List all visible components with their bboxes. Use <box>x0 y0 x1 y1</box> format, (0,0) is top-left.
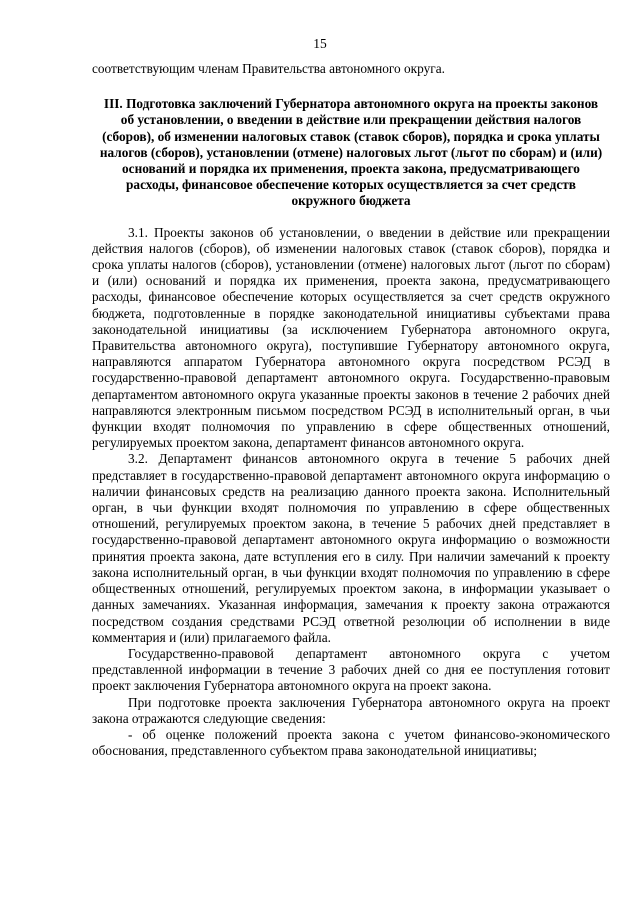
paragraph-legal-dept: Государственно-правовой департамент автономного округа с учетом представленной информации в течение 3 рабочих дней со дня ее поступления готовит проект заключения Губернатора автономного округа на проект закона. <box>92 645 610 694</box>
paragraph-3-1: 3.1. Проекты законов об установлении, о введении в действие или прекращении действия налогов (сборов), об изменении налоговых ставок (ставок сборов), порядка и срока уплаты налогов (сборов), установлении (отмене) налоговых льгот (льгот по сборам) и (или) оснований и порядка их применения, проекта закона, предусматривающего расходы, финансовое обеспечение которых осуществляется за счет средств окружного бюджета, подготовленные в порядке законодательной инициативы субъектами права законодательной инициативы (за исключением Губернатора автономного округа, Правительства автономного округа), поступившие Губернатору автономного округа, направляются аппаратом Губернатора автономного округа посредством РСЭД в государственно-правовой департамент автономного округа. Государственно-правовым департаментом автономного округа указанные проекты законов в течение 2 рабочих дней направляются электронным письмом посредством РСЭД в исполнительный орган, в чьи функции входят полномочия по управлению в сфере общественных отношений, регулируемых проектом закона, департамент финансов автономного округа. <box>92 224 610 451</box>
section-heading: III. Подготовка заключений Губернатора автономного округа на проекты законов об установлении, о введении в действие или прекращении действия налогов (сборов), об изменении налоговых ставок (ставок сборов), порядка и срока уплаты налогов (сборов), установлении (отмене) налоговых льгот (льгот по сборам) и (или) оснований и порядка их применения, проекта закона, предусматривающего расходы, финансовое обеспечение которых осуществляется за счет средств окружного бюджета <box>99 96 603 209</box>
list-item-assessment: - об оценке положений проекта закона с учетом финансово-экономического обоснования, представленного субъектом права законодательной инициативы; <box>92 726 610 759</box>
paragraph-3-2: 3.2. Департамент финансов автономного округа в течение 5 рабочих дней представляет в государственно-правовой департамент автономного округа информацию о наличии финансовых средств на реализацию данного проекта закона. Исполнительный орган, в чьи функции входят полномочия по управлению в сфере общественных отношений, регулируемых проектом закона, в течение 5 рабочих дней представляет в государственно-правовой департамент автономного округа информацию о возможности принятия проекта закона, дате вступления его в силу. При наличии замечаний к проекту закона исполнительный орган, в чьи функции входят полномочия по управлению в сфере общественных отношений, регулируемых проектом закона, в информации указывает о данных замечаниях. Указанная информация, замечания к проекту закона отражаются посредством создания средствами РСЭД ответной резолюции об исполнении в виде комментария и (или) прилагаемого файла. <box>92 451 610 645</box>
page-number: 15 <box>313 36 327 51</box>
page-content <box>92 61 610 759</box>
paragraph-conclusion-info: При подготовке проекта заключения Губернатора автономного округа на проект закона отражаются следующие сведения: <box>92 694 610 726</box>
continuation-line: соответствующим членам Правительства автономного округа. <box>92 61 445 76</box>
